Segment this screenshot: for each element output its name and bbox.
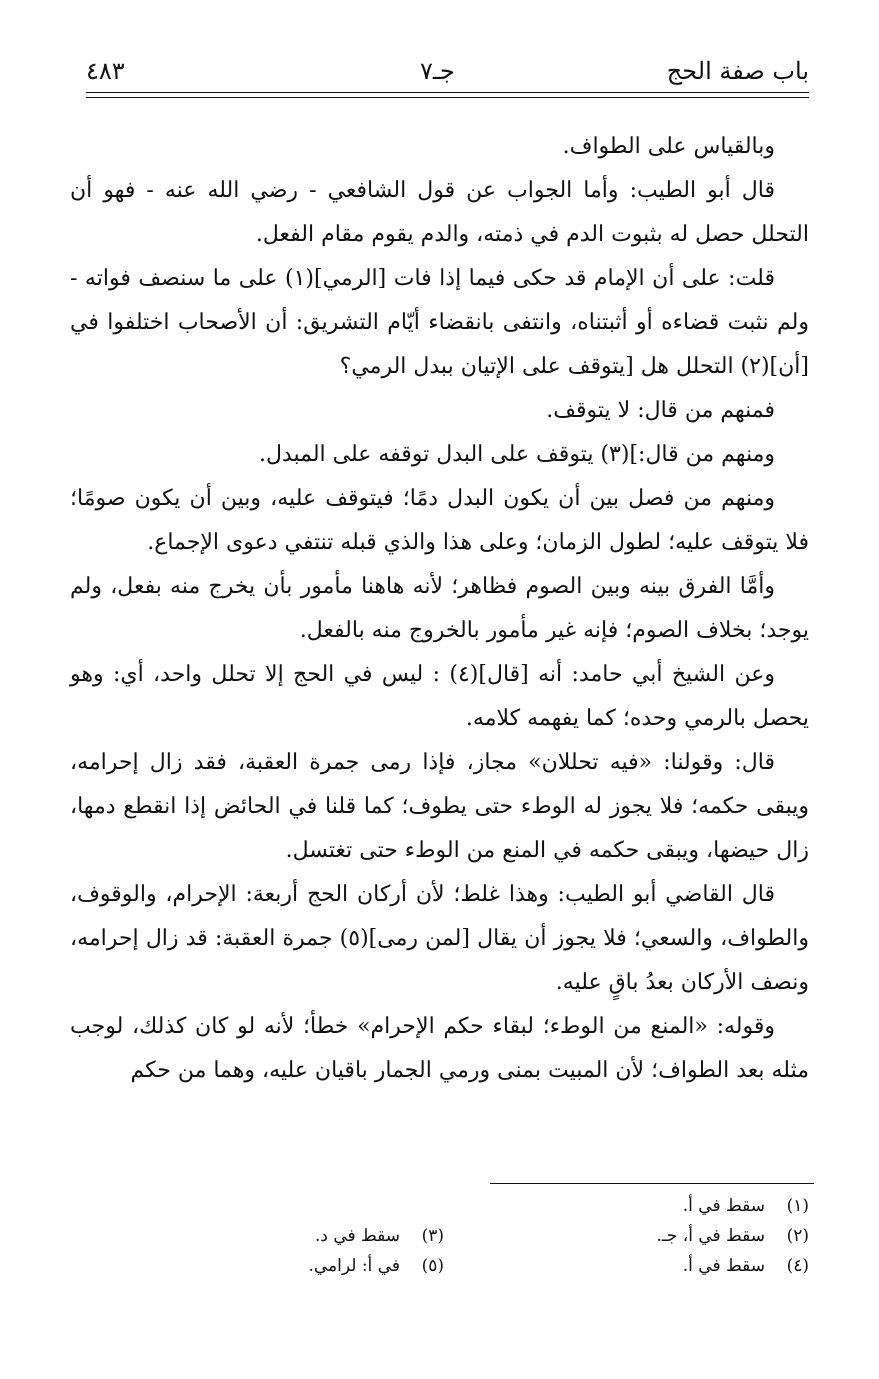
paragraph: فمنهم من قال: لا يتوقف. [546,398,775,423]
footnote-text: سقط في أ. [682,1196,765,1216]
running-header-volume: جـ٧ [420,57,455,85]
footnote-text: سقط في أ. [682,1256,765,1276]
footnote-text: سقط في د. [314,1226,400,1246]
footnote-2 [656,1222,809,1250]
paragraph: ومنهم من فصل بين أن يكون البدل دمًا؛ فيتوقف عليه، وبين أن يكون صومًا؛ فلا يتوقف عليه؛ لطول الزمان؛ وعلى هذا والذي قبله تنتفي دعوى الإجماع. [70,486,809,555]
paragraph: قال أبو الطيب: وأما الجواب عن قول الشافعي - رضي الله عنه - فهو أن التحلل حصل له بثبوت الدم في ذمته، والدم يقوم مقام الفعل. [70,178,809,247]
page-number: ٤٨٣ [86,57,125,85]
paragraph: وأمَّا الفرق بينه وبين الصوم فظاهر؛ لأنه هاهنا مأمور بأن يخرج منه بفعل، ولم يوجد؛ بخلاف الصوم؛ فإنه غير مأمور بالخروج منه بالفعل. [70,574,809,643]
footnote-5 [308,1252,444,1280]
footnote-separator [490,1183,814,1184]
paragraph: قال القاضي أبو الطيب: وهذا غلط؛ لأن أركان الحج أربعة: الإحرام، والوقوف، والطواف، والسعي؛ فلا يجوز أن يقال [لمن رمى](٥) جمرة العقبة: قد زال إحرامه، ونصف الأركان بعدُ باقٍ عليه. [70,882,809,995]
main-text [70,125,809,1093]
footnote-number: (٢) [786,1226,809,1246]
footnote-1 [683,1192,809,1220]
footnote-number: (٤) [786,1256,809,1276]
footnote-4 [683,1252,809,1280]
header-rule-double [86,97,809,98]
paragraph: قلت: على أن الإمام قد حكى فيما إذا فات [الرمي](١) على ما سنصف فواته - ولم نثبت قضاءه أو أثبتناه، وانتفى بانقضاء أيّام التشريق: أن الأصحاب اختلفوا في [أن](٢) التحلل هل [يتوقف على الإتيان ببدل الرمي؟ [70,266,809,379]
footnote-text: سقط في أ، جـ. [656,1226,765,1246]
paragraph: ومنهم من قال:](٣) يتوقف على البدل توقفه على المبدل. [258,442,775,467]
footnote-number: (١) [786,1196,809,1216]
paragraph: وعن الشيخ أبي حامد: أنه [قال](٤) : ليس في الحج إلا تحلل واحد، أي: وهو يحصل بالرمي وحده؛ كما يفهمه كلامه. [70,662,809,731]
paragraph: وبالقياس على الطواف. [562,134,775,159]
running-header-chapter-title: باب صفة الحج [666,57,809,85]
header-rule [86,92,809,93]
paragraph: وقوله: «المنع من الوطء؛ لبقاء حكم الإحرام» خطأ؛ لأنه لو كان كذلك، لوجب مثله بعد الطواف؛ لأن المبيت بمنى ورمي الجمار باقيان عليه، وهما من حكم [70,1014,809,1083]
paragraph: قال: وقولنا: «فيه تحللان» مجاز، فإذا رمى جمرة العقبة، فقد زال إحرامه، ويبقى حكمه؛ فلا يجوز له الوطء حتى يطوف؛ كما قلنا في الحائض إذا انقطع دمها، زال حيضها، ويبقى حكمه في المنع من الوطء حتى تغتسل. [70,750,809,863]
footnote-number: (٥) [421,1256,444,1276]
footnote-number: (٣) [421,1226,444,1246]
footnote-text: في أ: لرامي. [308,1256,400,1276]
footnote-3 [315,1222,444,1250]
